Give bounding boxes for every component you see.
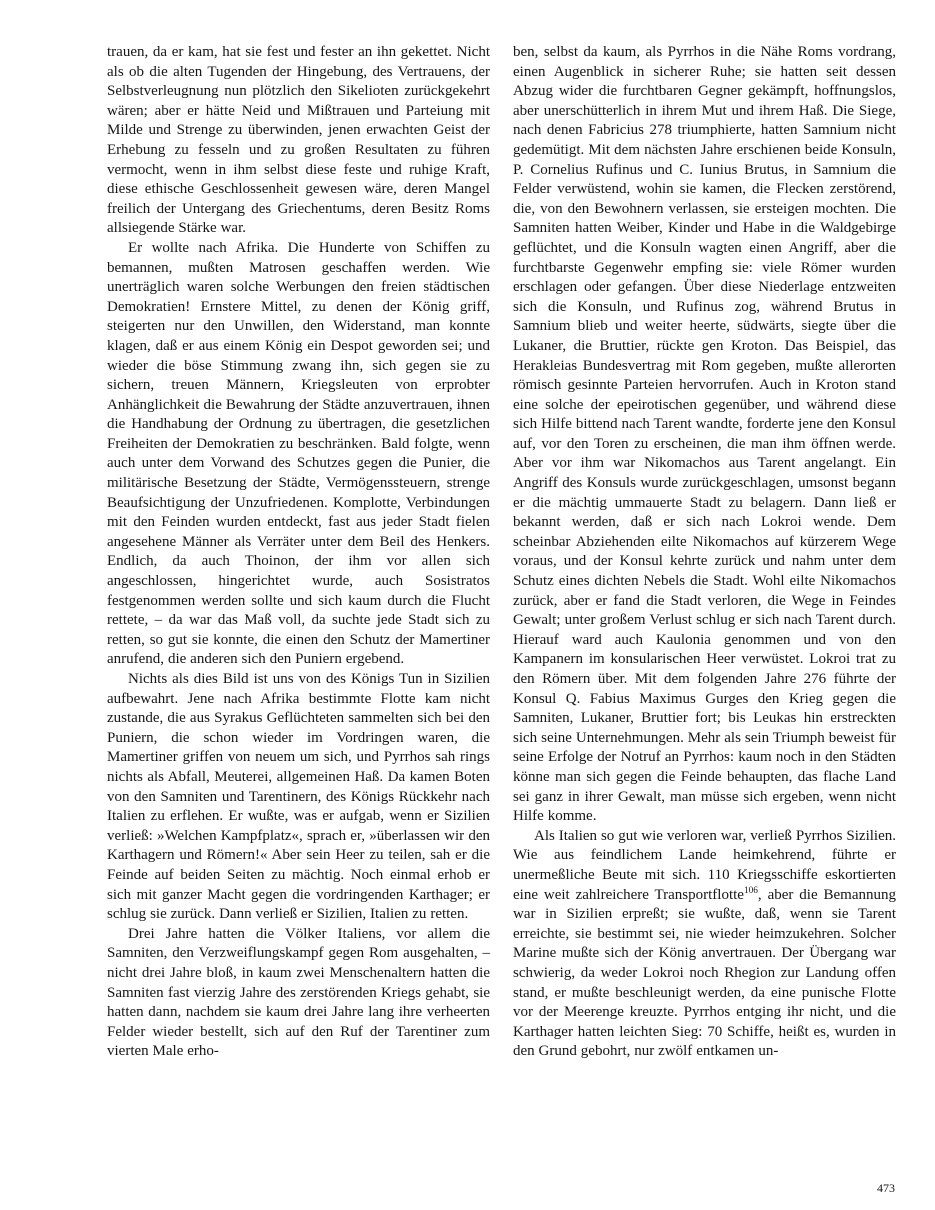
- paragraph: Er wollte nach Afrika. Die Hunderte von Schiffen zu bemannen, mußten Matrosen geschaffen werden. Wie unerträglich waren solche Werbungen den freien städtischen Demokratien! Ernstere Mittel, zu denen der König griff, steigerten nur den Unwillen, den Widerstand, man konnte klagen, daß er aus einem König ein Despot geworden sei; und wieder die böse Stimmung zwang ihn, sich gegen sie zu sichern, treuen Männern, Kriegsleuten von erprobter Anhänglichkeit die Bewahrung der Städte anzuvertrauen, ihnen die Handhabung der Ordnung zu übertragen, die gesetzlichen Freiheiten der Demokratien zu beschränken. Bald folgte, wenn auch unter dem Vorwand des Schutzes gegen die Punier, die militärische Besetzung der Städte, Vermögenssteuern, strenge Beaufsichtigung der Unzufriedenen. Komplotte, Verbindungen mit den Feinden wurden entdeckt, fast aus jeder Stadt fielen angesehene Männer als Verräter unter dem Beil des Henkers. Endlich, da auch Thoinon, der ihm vor allen sich angeschlossen, hingerichtet wurde, auch Sosistratos festgenommen werden sollte und sich kaum durch die Flucht rettete, – da war das Maß voll, da suchte jede Stadt sich zu retten, so gut sie konnte, die einen den Schutz der Mamertiner anrufend, die anderen sich den Puniern ergebend.: [107, 239, 490, 668]
- paragraph-continuation: trauen, da er kam, hat sie fest und fester an ihn gekettet. Nicht als ob die alten Tugenden der Hingebung, des Vertrauens, der Selbstverleugnung nun plötzlich den Sikelioten zurückgekehrt wären; aber er hätte Neid und Mißtrauen und Parteiung mit Milde und Strenge zu überwinden, jenen erwachten Geist der Erhebung zu fesseln und zu großen Resultaten zu führen vermocht, wenn in ihm selbst diese feste und ruhige Kraft, diese ethische Geschlossenheit gewesen wäre, deren Mangel freilich der Untergang des Griechentums, deren Besitz Roms allsiegende Stärke war.: [107, 44, 490, 237]
- right-column: [513, 43, 896, 1062]
- paragraph-continuation: ben, selbst da kaum, als Pyrrhos in die Nähe Roms vordrang, einen Augenblick in sicherer Ruhe; sie hatten seit dessen Abzug wider die furchtbaren Gegner gekämpft, hoffnungslos, aber unerschütterlich in ihrem Mut und ihrem Haß. Die Siege, nach denen Fabricius 278 triumphierte, hatten Samnium nicht gedemütigt. Mit dem nächsten Jahre erschienen beide Konsuln, P. Cornelius Rufinus und C. Iunius Brutus, in Samnium die Felder verwüstend, wohin sie kamen, die Flecken zerstörend, die, von den Bewohnern verlassen, sie ersteigen mochten. Die Samniten hatten Weiber, Kinder und Habe in die Waldgebirge geflüchtet, und die Konsuln wagten einen Angriff, aber die furchtbarste Gegenwehr empfing sie: viele Römer wurden erschlagen oder gefangen. Über diese Niederlage entzweiten sich die Konsuln, und Rufinus zog, während Brutus in Samnium blieb und weiter heerte, südwärts, siegte über die Lukaner, die Bruttier, rückte gen Kroton. Das Beispiel, das Herakleias Bundesvertrag mit Rom gegeben, mußte allerorten römisch gesinnte Parteien hervorrufen. Auch in Kroton stand eine solche der epeirotischen gegenüber, und während diese sich Hilfe bittend nach Tarent wandte, forderte jene den Konsul auf, vor den Toren zu erscheinen, die man ihm öffnen werde. Aber vor ihm war Nikomachos aus Tarent angelangt. Ein Angriff des Konsuls wurde zurückgeschlagen, umsonst begann er die mächtig ummauerte Stadt zu belagern. Dann ließ er bekannt werden, daß er sich nach Lokroi wende. Dem scheinbar Abziehenden eilte Nikomachos auf kürzerem Wege voraus, und der Konsul kehrte zurück und nahm unter dem Schutz eines dichten Nebels die Stadt. Wohl eilte Nikomachos zurück, aber er fand die Stadt verloren, die Wege in Feindes Gewalt; unter großem Verlust schlug er sich nach Tarent durch. Hierauf ward auch Kaulonia genommen und von den Kampanern im konsularischen Heer verwüstet. Lokroi trat zu den Römern über. Mit dem folgenden Jahre 276 führte der Konsul Q. Fabius Maximus Gurges den Krieg gegen die Samniten, Lukaner, Bruttier fort; bis Leukas hin erstreckten sich seine Unternehmungen. Mehr als sein Triumph beweist für seine Erfolge der Notruf an Pyrrhos: kaum noch in den Städten könne man sich gegen die Feinde behaupten, das flache Land sei ganz in ihrer Gewalt, man müsse sich ergeben, wenn nicht Hilfe komme.: [513, 44, 896, 825]
- paragraph-text: , aber die Bemannung war in Sizilien erpreßt; sie wußte, daß, wenn sie Tarent erreichte, sie bestimmt sei, nie wieder heimzukehren. Solcher Marine mußte sich der König anvertrauen. Der Übergang war schwierig, da weder Lokroi noch Rhegion zur Landung offen stand, er mußte beschleunigt werden, da eine punische Flotte vor der Meerenge kreuzte. Pyrrhos entging ihr nicht, und die Karthager hatten leichten Sieg: 70 Schiffe, heißt es, wurden in den Grund gebohrt, nur zwölf entkamen un-: [513, 886, 897, 1060]
- paragraph-text: Als Italien so gut wie verloren war, verließ Pyrrhos Sizilien. Wie aus feindlichem Lande heimkehrend, führte er unermeßliche Beute mit sich. 110 Kriegsschiffe eskortierten eine weit zahlreichere Transportflotte: [513, 827, 896, 903]
- paragraph: Nichts als dies Bild ist uns von des Königs Tun in Sizilien aufbewahrt. Jene nach Afrika bestimmte Flotte kam nicht zustande, die aus Syrakus Geflüchteten sammelten sich bei den Puniern, die schon wieder im Vordringen waren, die Mamertiner griffen von neuem um sich, und Pyrrhos sah rings nichts als Abfall, Meuterei, allgemeinen Haß. Da kamen Boten von den Samniten und Tarentinern, des Königs Rückkehr nach Italien zu erflehen. Er wußte, was er aufgab, wenn er Sizilien verließ: »Welchen Kampfplatz«, sprach er, »überlassen wir den Karthagern und Römern!« Aber sein Heer zu teilen, sah er die Feinde auf beiden Seiten zu mächtig. Noch einmal erhob er sich mit ganzer Macht gegen die vordringenden Karthager; er schlug sie zurück. Dann verließ er Sizilien, Italien zu retten.: [107, 671, 490, 923]
- paragraph: [513, 827, 896, 1062]
- text-columns: [107, 43, 896, 1062]
- left-column: [107, 43, 490, 1062]
- page-number: 473: [877, 1181, 895, 1195]
- footnote-ref: 106: [743, 885, 758, 896]
- paragraph: Drei Jahre hatten die Völker Italiens, vor allem die Samniten, den Verzweiflungskampf gegen Rom ausgehalten, – nicht drei Jahre bloß, in kaum zwei Menschenaltern hatten die Samniten fast vierzig Jahre des zerstörenden Kriegs gehabt, sie hatten dann, nachdem sie kaum drei Jahre lang ihre verheerten Felder wieder bestellt, sich auf den Ruf der Tarentiner zum vierten Male erho-: [107, 925, 490, 1060]
